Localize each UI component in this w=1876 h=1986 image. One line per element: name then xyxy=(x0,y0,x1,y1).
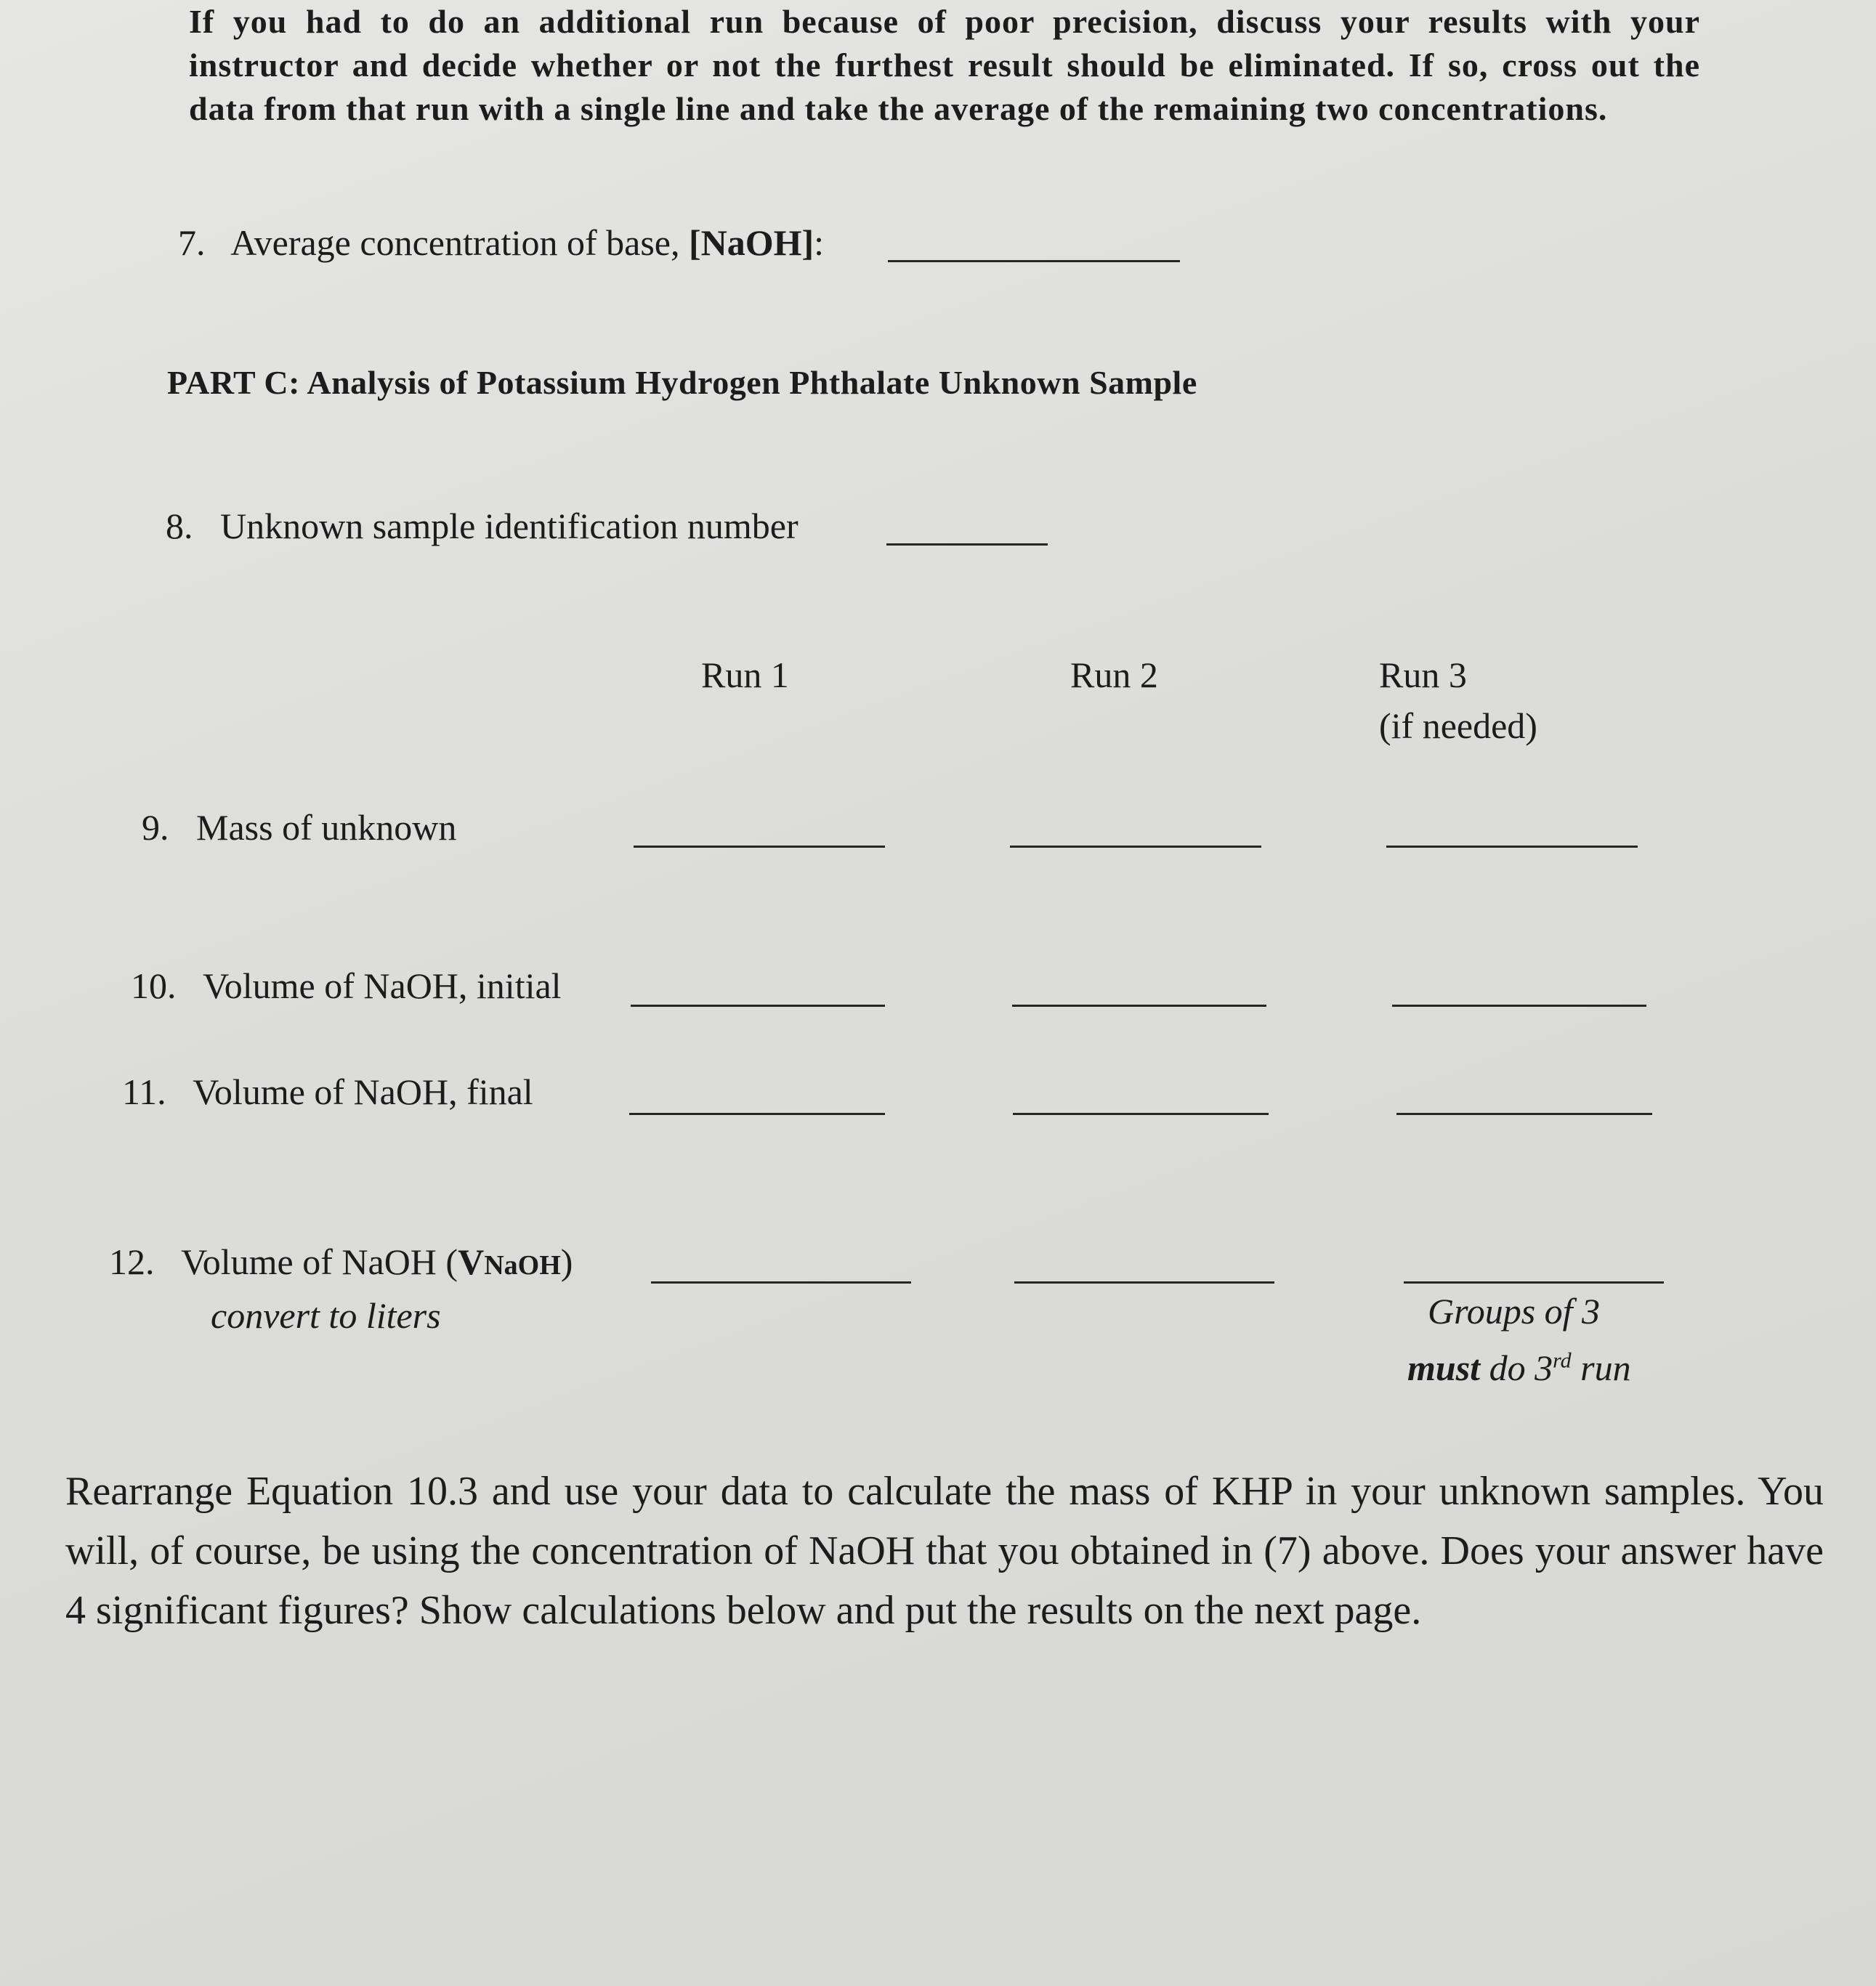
q10-run3-blank[interactable] xyxy=(1392,1005,1646,1007)
q11-run1-blank[interactable] xyxy=(629,1113,885,1115)
run1-header: Run 1 xyxy=(701,654,789,695)
q12-run3-blank[interactable] xyxy=(1404,1281,1664,1284)
q10-run1-blank[interactable] xyxy=(631,1005,885,1007)
q7-text: Average concentration of base, xyxy=(230,222,689,263)
q7-line xyxy=(178,222,824,264)
q7-answer-blank[interactable] xyxy=(888,260,1180,262)
q7-naoh: [NaOH] xyxy=(688,222,814,263)
q12-close: ) xyxy=(560,1241,573,1282)
groups-note-must: must xyxy=(1407,1347,1481,1388)
q12-sub: NaOH xyxy=(484,1250,561,1281)
q10-number: 10. xyxy=(131,965,177,1006)
q11-text: Volume of NaOH, final xyxy=(193,1071,533,1112)
q9-number: 9. xyxy=(142,807,169,848)
q7-number: 7. xyxy=(178,222,206,263)
q10-run2-blank[interactable] xyxy=(1012,1005,1266,1007)
q9-run1-blank[interactable] xyxy=(634,846,885,848)
q8-text: Unknown sample identification number xyxy=(220,506,798,546)
groups-note-line2 xyxy=(1407,1347,1631,1389)
q11-run3-blank[interactable] xyxy=(1396,1113,1652,1115)
q9-run2-blank[interactable] xyxy=(1010,846,1261,848)
groups-note-run: run xyxy=(1571,1347,1631,1388)
q12-convert-note: convert to liters xyxy=(211,1295,441,1336)
part-c-heading: PART C: Analysis of Potassium Hydrogen Phthalate Unknown Sample xyxy=(167,364,1197,401)
groups-note-line1: Groups of 3 xyxy=(1428,1291,1601,1332)
q12-line xyxy=(109,1241,573,1283)
q11-number: 11. xyxy=(122,1071,166,1112)
q11-line xyxy=(122,1071,533,1113)
groups-note-sup: rd xyxy=(1553,1348,1572,1373)
groups-note-do: do 3 xyxy=(1480,1347,1553,1388)
q8-number: 8. xyxy=(166,506,193,546)
q8-answer-blank[interactable] xyxy=(886,543,1048,546)
q10-line xyxy=(131,965,562,1007)
q12-text: Volume of NaOH ( xyxy=(181,1241,458,1282)
instructions-paragraph: Rearrange Equation 10.3 and use your data to calculate the mass of KHP in your unknown samples. You will, of course, be using the concentration of NaOH that you obtained in (7) above. Does your answer have 4 significant figures? Show calculations below and put the results on the next page. xyxy=(65,1469,1824,1633)
q12-v: V xyxy=(458,1241,485,1282)
q11-run2-blank[interactable] xyxy=(1013,1113,1269,1115)
q10-text: Volume of NaOH, initial xyxy=(203,965,562,1006)
run2-header: Run 2 xyxy=(1070,654,1158,695)
q9-run3-blank[interactable] xyxy=(1386,846,1638,848)
q7-colon: : xyxy=(814,222,825,263)
q9-line xyxy=(142,806,456,848)
q9-text: Mass of unknown xyxy=(196,807,457,848)
run3-if-needed: (if needed) xyxy=(1379,705,1537,746)
intro-paragraph: If you had to do an additional run because of poor precision, discuss your results with your instructor and decide whether or not the furthest result should be eliminated. If so, cross out the data from that run with a single line and take the average of the remaining two concentrations. xyxy=(189,3,1700,127)
run3-header: Run 3 xyxy=(1379,654,1467,695)
q8-line xyxy=(166,505,798,547)
q12-run2-blank[interactable] xyxy=(1014,1281,1274,1284)
q12-run1-blank[interactable] xyxy=(651,1281,911,1284)
q12-number: 12. xyxy=(109,1241,155,1282)
